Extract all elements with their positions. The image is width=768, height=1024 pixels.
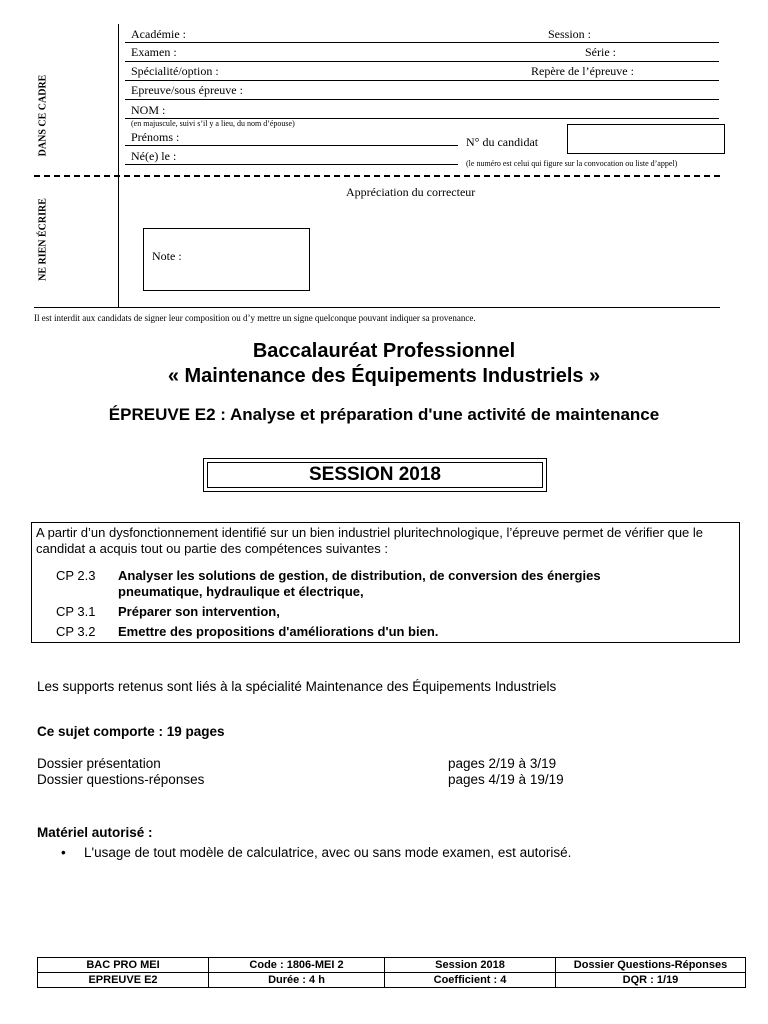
footer-row: [38, 973, 746, 988]
epreuve-title: ÉPREUVE E2 : Analyse et préparation d'une activité de maintenance: [108, 405, 660, 424]
footer-cell: Durée : 4 h: [209, 973, 385, 988]
bullet-icon: •: [61, 845, 66, 860]
supports-text: Les supports retenus sont liés à la spécialité Maintenance des Équipements Industriels: [37, 679, 557, 694]
skill-description: Analyser les solutions de gestion, de distribution, de conversion des énergies: [118, 568, 601, 583]
cut-line: [34, 175, 720, 177]
prenoms-label: Prénoms :: [131, 130, 180, 144]
candidate-number-label: N° du candidat: [466, 135, 539, 149]
dossier-presentation-pages: pages 2/19 à 3/19: [448, 756, 557, 771]
epreuve-sous-label: Epreuve/sous épreuve :: [131, 83, 243, 97]
nom-hint: (en majuscule, suivi s’il y a lieu, du nom d’épouse): [131, 119, 295, 128]
academie-label: Académie :: [131, 27, 186, 41]
form-row-line: [125, 42, 719, 43]
footer-row: [38, 958, 746, 973]
form-row-line: [125, 61, 719, 62]
skill-code: CP 2.3: [56, 568, 96, 583]
title-line1: Baccalauréat Professionnel: [252, 340, 516, 362]
form-row-line: [125, 164, 458, 165]
note-label: Note :: [152, 249, 182, 263]
appreciation-label: Appréciation du correcteur: [346, 185, 476, 199]
materiel-item: L'usage de tout modèle de calculatrice, avec ou sans mode examen, est autorisé.: [84, 845, 572, 860]
examen-label: Examen :: [131, 45, 177, 59]
specialite-label: Spécialité/option :: [131, 64, 219, 78]
signature-warning: Il est interdit aux candidats de signer leur composition ou d’y mettre un signe quelconque pouvant indiquer sa provenance.: [34, 313, 476, 323]
repere-label: Repère de l’épreuve :: [531, 64, 634, 78]
dossier-questions-pages: pages 4/19 à 19/19: [448, 772, 564, 787]
skill-description-continued: pneumatique, hydraulique et électrique,: [118, 584, 364, 599]
skills-box: [31, 522, 740, 643]
form-left-border: [118, 24, 119, 307]
vertical-label-bottom: NE RIEN ÉCRIRE: [37, 198, 49, 281]
skill-code: CP 3.2: [56, 624, 96, 639]
dossier-presentation: Dossier présentation: [37, 756, 161, 771]
vertical-label-top: DANS CE CADRE: [37, 74, 49, 157]
footer-cell: DQR : 1/19: [556, 973, 746, 988]
form-row-line: [125, 80, 719, 81]
ne-le-label: Né(e) le :: [131, 149, 177, 163]
footer-cell: Coefficient : 4: [385, 973, 556, 988]
form-row-line: [125, 145, 458, 146]
candidate-number-hint: (le numéro est celui qui figure sur la convocation ou liste d’appel): [466, 159, 678, 168]
form-row-line: [125, 99, 719, 100]
footer-cell: BAC PRO MEI: [38, 958, 209, 973]
skills-intro: A partir d’un dysfonctionnement identifié sur un bien industriel pluritechnologique, l’épreuve permet de vérifier que le candidat a acquis tout ou partie des compétences suivantes :: [36, 525, 704, 556]
materiel-title: Matériel autorisé :: [37, 825, 153, 840]
skill-description: Emettre des propositions d'améliorations d'un bien.: [118, 624, 439, 639]
title-line2: « Maintenance des Équipements Industriels »: [167, 365, 601, 387]
footer-cell: Dossier Questions-Réponses: [556, 958, 746, 973]
form-bottom-line: [34, 307, 720, 308]
footer-cell: EPREUVE E2: [38, 973, 209, 988]
serie-label: Série :: [585, 45, 616, 59]
footer-cell: Code : 1806-MEI 2: [209, 958, 385, 973]
skill-code: CP 3.1: [56, 604, 96, 619]
skill-description: Préparer son intervention,: [118, 604, 280, 619]
dossier-questions: Dossier questions-réponses: [37, 772, 205, 787]
page-count-title: Ce sujet comporte : 19 pages: [37, 724, 225, 739]
session-label: SESSION 2018: [207, 462, 543, 488]
candidate-number-box[interactable]: [567, 124, 725, 154]
session-label: Session :: [548, 27, 592, 41]
footer-table: [37, 957, 746, 988]
session-box: [203, 458, 547, 492]
nom-label: NOM :: [131, 103, 166, 117]
footer-cell: Session 2018: [385, 958, 556, 973]
